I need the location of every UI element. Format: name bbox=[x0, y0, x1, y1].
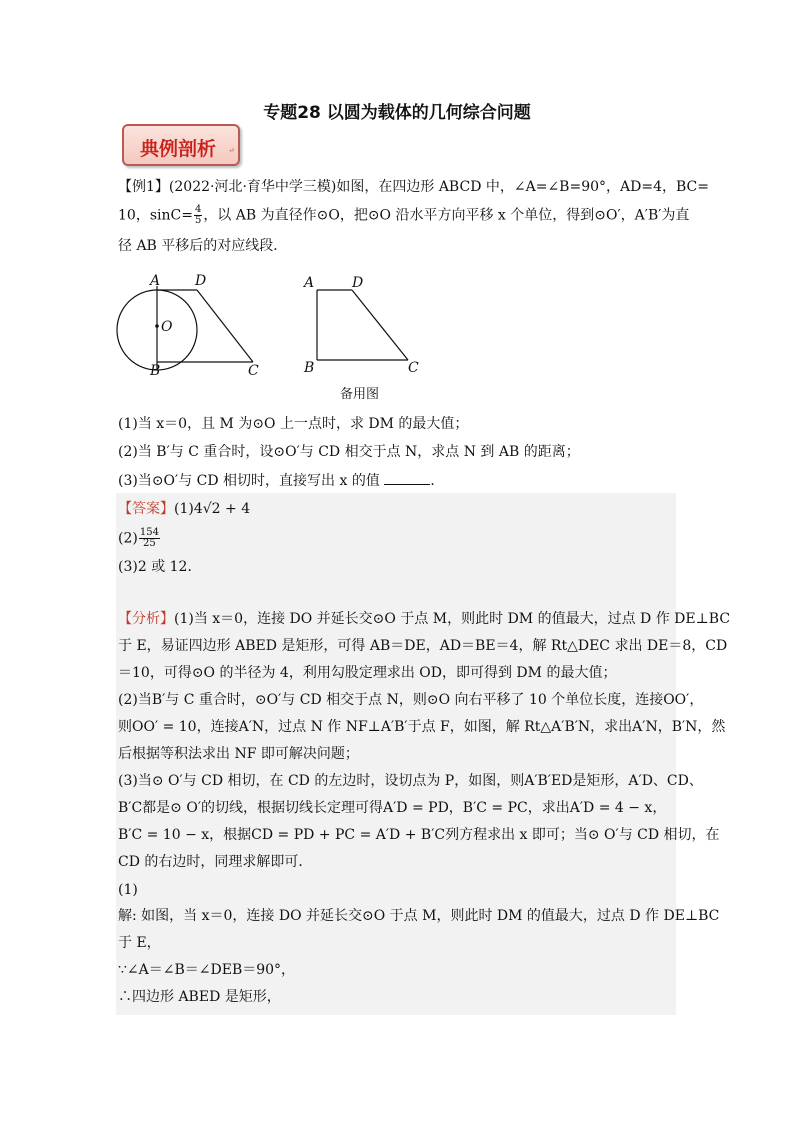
segment-dc-2 bbox=[352, 290, 408, 360]
answer-2-numerator: 154 bbox=[139, 527, 159, 538]
figure-spare bbox=[300, 268, 430, 383]
sin-numerator: 4 bbox=[194, 204, 202, 215]
analysis-text-1: (1)当 x＝0，连接 DO 并延长交⊙O 于点 M，则此时 DM 的值最大，过点 D 作 DE⊥BC bbox=[174, 611, 731, 627]
question-3-text: (3)当⊙O′与 CD 相切时，直接写出 x 的值 bbox=[118, 473, 380, 489]
badge-label: 典例剖析 bbox=[140, 138, 217, 160]
answer-blank bbox=[384, 470, 430, 485]
example-text-2b: ，以 AB 为直径作⊙O，把⊙O 沿水平方向平移 x 个单位，得到⊙O′，A′B′为直 bbox=[203, 207, 690, 224]
answer-2-prefix: (2) bbox=[118, 530, 138, 547]
section-badge bbox=[122, 124, 240, 166]
question-1: (1)当 x＝0，且 M 为⊙O 上一点时，求 DM 的最大值； bbox=[118, 416, 469, 432]
analysis-line-3: ＝10，可得⊙O 的半径为 4，利用勾股定理求出 OD，即可得到 DM 的最大值； bbox=[118, 665, 617, 681]
answer-line-2 bbox=[118, 528, 678, 549]
center-dot bbox=[155, 324, 159, 328]
label-c: C bbox=[248, 363, 259, 379]
figure-caption: 备用图 bbox=[340, 387, 380, 402]
answer-tag: 【答案】 bbox=[118, 501, 174, 517]
solution-line-4: ∵∠A＝∠B＝∠DEB＝90°， bbox=[118, 962, 296, 978]
question-2: (2)当 B′与 C 重合时，设⊙O′与 CD 相交于点 N，求点 N 到 AB 的距离； bbox=[118, 444, 580, 460]
question-3-end: ． bbox=[430, 473, 445, 489]
analysis-line-2: 于 E，易证四边形 ABED 是矩形，可得 AB＝DE，AD＝BE＝4，解 Rt△DEC 求出 DE＝8，CD bbox=[118, 638, 728, 654]
analysis-line-1 bbox=[118, 609, 731, 629]
example-text-1: (2022·河北·育华中学三模)如图，在四边形 ABCD 中，∠A=∠B=90°，AD=4，BC= bbox=[168, 179, 709, 195]
segment-dc bbox=[197, 290, 253, 362]
analysis-line-5: 则OO′ = 10，连接A′N，过点 N 作 NF⊥A′B′于点 F，如图，解 Rt△A′B′N，求出A′N，B′N，然 bbox=[118, 719, 726, 735]
label-c-2: C bbox=[408, 360, 419, 376]
example-line-1 bbox=[118, 177, 709, 197]
answer-2-fraction bbox=[139, 528, 160, 549]
answer-1: (1)4√2 + 4 bbox=[174, 501, 251, 517]
sin-denominator: 5 bbox=[194, 215, 202, 226]
label-d: D bbox=[195, 273, 207, 289]
solution-line-5: ∴四边形 ABED 是矩形， bbox=[118, 989, 281, 1005]
example-text-2a: 10，sinC= bbox=[118, 207, 193, 224]
label-a-2: A bbox=[304, 275, 315, 291]
paragraph-mark: ↵ bbox=[228, 146, 235, 155]
solution-line-1: (1) bbox=[118, 882, 138, 898]
label-d-2: D bbox=[352, 275, 364, 291]
analysis-line-10: CD 的右边时，同理求解即可． bbox=[118, 854, 313, 870]
label-b-2: B bbox=[304, 360, 315, 376]
label-a: A bbox=[150, 273, 161, 289]
label-b: B bbox=[150, 363, 161, 379]
figure-main bbox=[110, 268, 270, 383]
analysis-line-7: (3)当⊙ O′与 CD 相切，在 CD 的左边时，设切点为 P，如图，则A′B′ED是矩形，A′D、CD、 bbox=[118, 773, 703, 789]
example-line-3: 径 AB 平移后的对应线段． bbox=[118, 238, 288, 254]
analysis-line-9: B′C = 10 − x，根据CD = PD + PC = A′D + B′C列方程求出 x 即可；当⊙ O′与 CD 相切，在 bbox=[118, 827, 720, 843]
answer-3: (3)2 或 12． bbox=[118, 559, 202, 575]
analysis-line-8: B′C都是⊙ O′的切线，根据切线长定理可得A′D = PD，B′C = PC，求出A′D = 4 − x， bbox=[118, 800, 667, 816]
solution-line-3: 于 E， bbox=[118, 935, 161, 951]
answer-line-1 bbox=[118, 499, 678, 519]
analysis-line-6: 后根据等积法求出 NF 即可解决问题； bbox=[118, 746, 359, 762]
analysis-tag: 【分析】 bbox=[118, 611, 174, 627]
answer-2-denominator: 25 bbox=[143, 538, 156, 549]
example-line-2 bbox=[118, 204, 690, 226]
sin-fraction bbox=[194, 205, 202, 226]
label-o: O bbox=[161, 319, 173, 335]
page-title: 专题28 以圆为载体的几何综合问题 bbox=[263, 103, 531, 123]
solution-line-2: 解: 如图，当 x＝0，连接 DO 并延长交⊙O 于点 M，则此时 DM 的值最大，过点 D 作 DE⊥BC bbox=[118, 908, 720, 924]
analysis-line-4: (2)当B′与 C 重合时，⊙O′与 CD 相交于点 N，则⊙O 向右平移了 10 个单位长度，连接OO′， bbox=[118, 692, 704, 708]
example-tag: 【例1】 bbox=[118, 179, 169, 195]
question-3 bbox=[118, 470, 678, 491]
